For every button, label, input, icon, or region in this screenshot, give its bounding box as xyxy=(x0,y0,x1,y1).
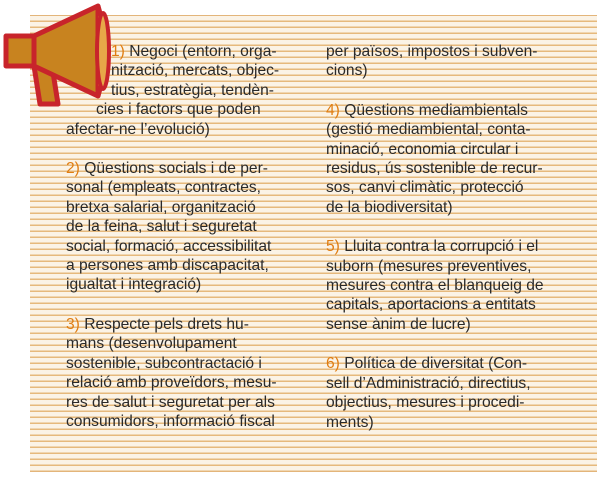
item-text: igualtat i integració) xyxy=(66,276,202,294)
list-item-6 xyxy=(326,354,576,432)
item-number: 3) xyxy=(66,315,80,333)
list-item-1 xyxy=(66,42,311,139)
list-item-3-continued xyxy=(326,42,576,81)
list-item-5 xyxy=(326,237,576,334)
item-text: social, formació, accessibilitat xyxy=(66,237,272,255)
item-text: objectius, mesures i procedi- xyxy=(326,394,525,412)
item-text: res de salut i seguretat per als xyxy=(66,393,275,411)
item-text: sell d’Administració, directius, xyxy=(326,374,531,392)
item-text: de la biodiversitat) xyxy=(326,198,453,216)
item-text: afectar-ne l’evolució) xyxy=(66,120,210,138)
item-text: Negoci (entorn, orga- xyxy=(129,43,277,60)
item-text: de la feina, salut i seguretat xyxy=(66,218,257,236)
item-text: cions) xyxy=(326,62,368,80)
item-text: sos, canvi climàtic, protecció xyxy=(326,179,524,197)
item-text: residus, ús sostenible de recur- xyxy=(326,160,543,178)
item-text: per països, impostos i subven- xyxy=(326,43,538,60)
item-text: Lluita contra la corrupció i el xyxy=(344,238,539,256)
text-column-left xyxy=(66,42,311,431)
item-text: sense ànim de lucre) xyxy=(326,315,471,333)
text-column-right xyxy=(326,42,576,432)
item-text: ments) xyxy=(326,413,374,431)
item-text: capitals, aportacions a entitats xyxy=(326,296,536,314)
item-text: sonal (empleats, contractes, xyxy=(66,179,262,197)
item-text: minació, economia circular i xyxy=(326,140,519,158)
item-text: sostenible, subcontractació i xyxy=(66,354,262,372)
item-text: Qüestions socials i de per- xyxy=(84,160,268,178)
item-number: 4) xyxy=(326,101,340,119)
item-number: 5) xyxy=(326,238,340,256)
item-text: Política de diversitat (Con- xyxy=(344,355,528,373)
item-text: Respecte pels drets hu- xyxy=(84,315,249,333)
item-text: mans (desenvolupament xyxy=(66,335,237,353)
list-item-4 xyxy=(326,101,576,217)
item-text: Qüestions mediambientals xyxy=(344,101,528,119)
item-text: mesures contra el blanqueig de xyxy=(326,277,544,295)
item-text: suborn (mesures preventives, xyxy=(326,257,532,275)
item-text: consumidors, informació fiscal xyxy=(66,412,275,430)
item-text: a persones amb discapacitat, xyxy=(66,257,269,275)
list-item-2 xyxy=(66,159,311,295)
item-number: 2) xyxy=(66,160,80,178)
list-item-3 xyxy=(66,315,311,431)
item-text: cies i factors que poden xyxy=(96,101,261,119)
item-text: relació amb proveïdors, mesu- xyxy=(66,374,277,392)
item-text: nització, mercats, objec- xyxy=(111,62,280,80)
item-number: 1) xyxy=(111,43,125,60)
item-number: 6) xyxy=(326,355,340,373)
item-text: tius, estratègia, tendèn- xyxy=(111,81,274,99)
item-text: bretxa salarial, organització xyxy=(66,198,256,216)
item-text: (gestió mediambiental, conta- xyxy=(326,121,531,139)
